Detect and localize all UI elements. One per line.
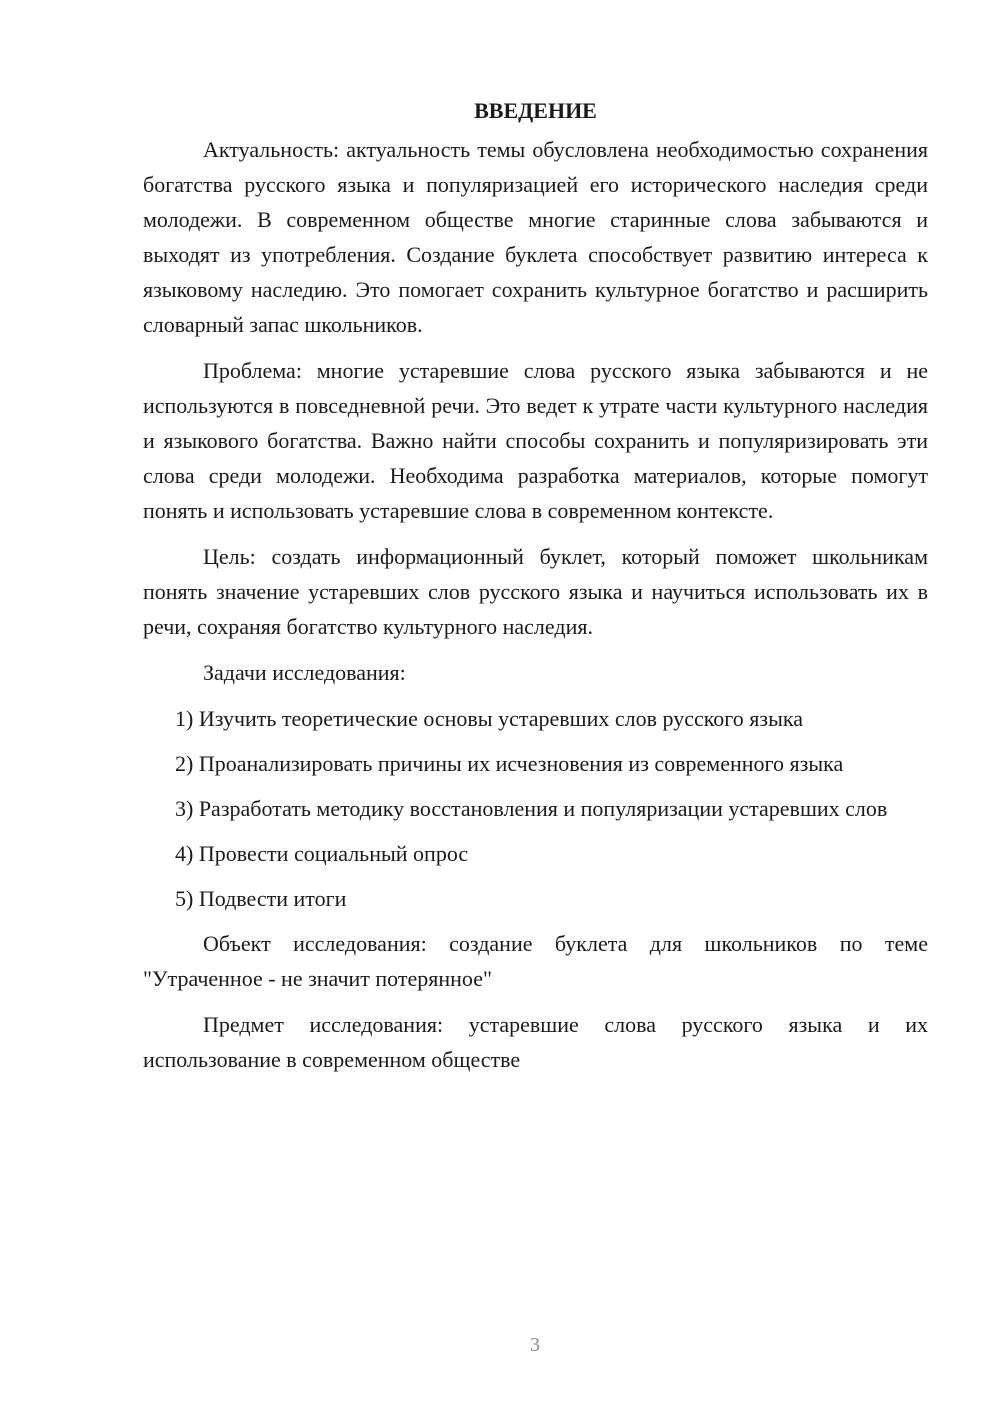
tasks-title: Задачи исследования: bbox=[203, 660, 406, 685]
task-item: 2) Проанализировать причины их исчезновения из современного языка bbox=[175, 751, 844, 776]
task-item: 4) Провести социальный опрос bbox=[175, 841, 469, 866]
task-item: 1) Изучить теоретические основы устаревших слов русского языка bbox=[175, 706, 803, 731]
section-heading: ВВЕДЕНИЕ bbox=[474, 98, 597, 123]
task-item: 3) Разработать методику восстановления и популяризации устаревших слов bbox=[175, 796, 888, 821]
goal-paragraph: Цель: создать информационный буклет, который поможет школьникам понять значение устаревших слов русского языка и научиться использовать их в речи, сохраняя богатство культурного наследия. bbox=[143, 544, 928, 639]
object-paragraph: Объект исследования: создание буклета для школьников по теме "Утраченное - не значит потерянное" bbox=[143, 931, 928, 991]
problem-paragraph: Проблема: многие устаревшие слова русского языка забываются и не используются в повседневной речи. Это ведет к утрате части культурного наследия и языкового богатства. Важно найти способы сохранить и популяризировать эти слова среди молодежи. Необходима разработка материалов, которые помогут понять и использовать устаревшие слова в современном контексте. bbox=[143, 358, 928, 523]
task-item: 5) Подвести итоги bbox=[175, 886, 347, 911]
tasks-list bbox=[143, 701, 928, 916]
document-page bbox=[143, 96, 928, 1088]
relevance-paragraph: Актуальность: актуальность темы обусловлена необходимостью сохранения богатства русского языка и популяризацией его исторического наследия среди молодежи. В современном обществе многие старинные слова забываются и выходят из употребления. Создание буклета способствует развитию интереса к языковому наследию. Это помогает сохранить культурное богатство и расширить словарный запас школьников. bbox=[143, 137, 928, 337]
subject-paragraph: Предмет исследования: устаревшие слова русского языка и их использование в современном обществе bbox=[143, 1012, 928, 1072]
page-number: 3 bbox=[530, 1334, 540, 1356]
